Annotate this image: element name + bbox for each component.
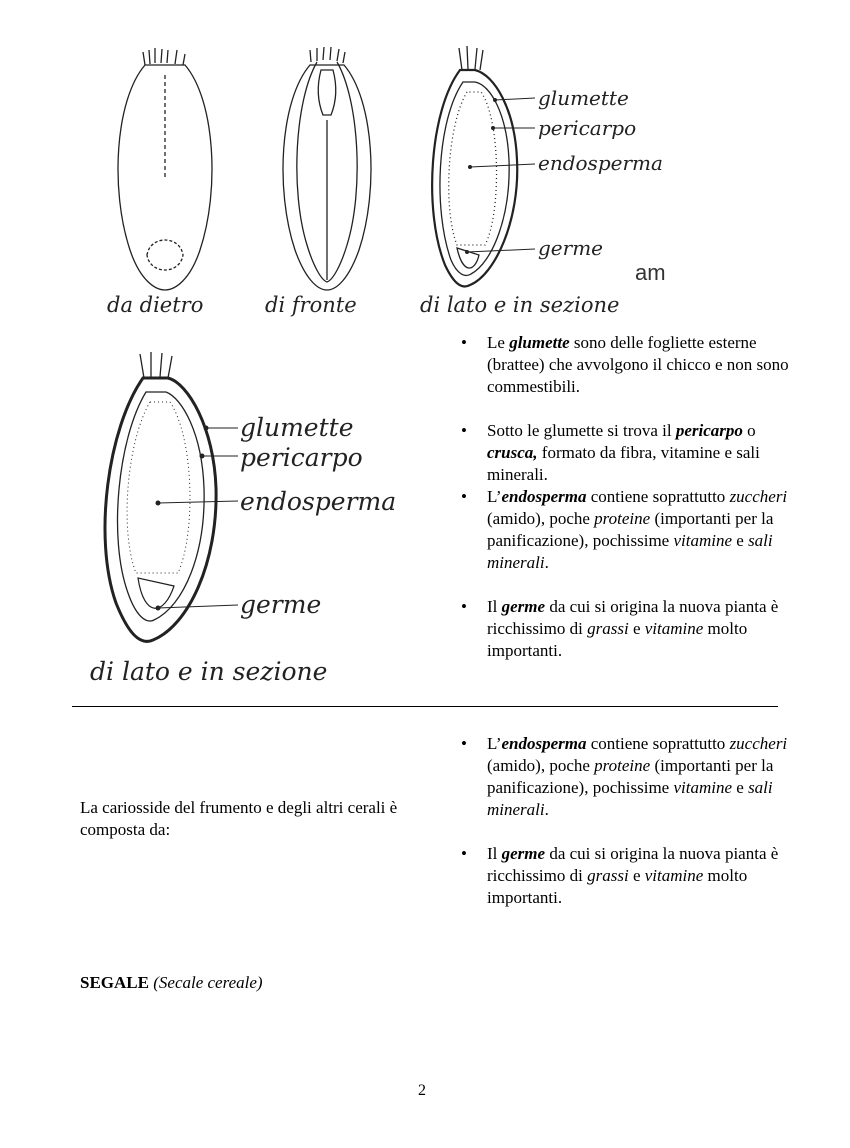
bullet-text-run: contiene soprattutto (586, 487, 730, 506)
bullet-list-bottom (461, 733, 791, 909)
caption-da-dietro: da dietro (107, 293, 204, 317)
bullet-text-run: (importanti per la panificazione), pochissime (487, 756, 774, 797)
kernel-large-section (105, 352, 216, 641)
label-glumette-large: glumette (240, 413, 354, 442)
bullet-text-run: . (544, 800, 549, 819)
bullet-text-run: e (732, 531, 749, 550)
bullet-text-run: vitamine (673, 531, 733, 550)
bullet-text-run: germe (501, 597, 546, 616)
bullet-text-run: Il (487, 844, 502, 863)
bullet-text-run: grassi (587, 866, 629, 885)
bullet-text-run: sali minerali (487, 778, 773, 819)
bullet-text-run: formato da fibra, vitamine e sali minerali. (487, 443, 760, 484)
bullet-list-top (461, 332, 791, 662)
bullet-text-run: (importanti per la panificazione), pochissime (487, 509, 774, 550)
bullet-dot: • (461, 333, 467, 352)
bullet-text-run: Sotto le glumette si trova il (487, 421, 676, 440)
bullet-text-run: da cui si origina la nuova pianta è ricchissimo di (487, 844, 779, 885)
bullet-dot: • (461, 487, 467, 506)
bullet-text-run: molto importanti. (487, 619, 748, 660)
bullet-text-run: germe (501, 844, 546, 863)
bullet-text-run: vitamine (673, 778, 733, 797)
bullet-text-run: proteine (594, 509, 651, 528)
kernel-front-view (283, 47, 371, 290)
page-number: 2 (418, 1082, 426, 1099)
bullet-text-run: zuccheri (729, 734, 788, 753)
bullet-dot: • (461, 421, 467, 440)
bullet-dot: • (461, 844, 467, 863)
cariosside-paragraph: La cariosside del frumento e degli altri cerali è composta da: (80, 798, 398, 839)
bullet-glumette (461, 332, 791, 398)
bullet-text-run: pericarpo (675, 421, 743, 440)
bullet-text-run: vitamine (644, 866, 704, 885)
bullet-text-run: e (628, 866, 645, 885)
label-germe-top: germe (538, 236, 603, 260)
label-glumette-top: glumette (538, 86, 629, 110)
bullet-text-run: glumette (509, 333, 570, 352)
bullet-text-run: endosperma (501, 487, 587, 506)
bullet-text-run: endosperma (501, 734, 587, 753)
bullet-text-run: contiene soprattutto (586, 734, 730, 753)
caption-di-fronte: di fronte (265, 293, 357, 317)
bullet-text-run: sono delle fogliette esterne (brattee) che avvolgono il chicco e non sono commestibili. (487, 333, 789, 396)
bullet-text-run: e (732, 778, 749, 797)
bullet-text-run: proteine (594, 756, 651, 775)
bullet-text-run: da cui si origina la nuova pianta è ricchissimo di (487, 597, 779, 638)
bullet-germe (461, 596, 791, 662)
segale-latin: (Secale cereale) (153, 973, 263, 992)
bullet-text-run: vitamine (644, 619, 704, 638)
bullet-pericarpo (461, 420, 791, 486)
bullet-dot: • (461, 597, 467, 616)
bullet-text-run: (amido), poche (487, 756, 595, 775)
caption-di-lato: di lato e in sezione (420, 293, 620, 317)
caption-large: di lato e in sezione (90, 657, 328, 686)
bullet-text-run: Le (487, 333, 510, 352)
bullet-text-run: o (742, 421, 756, 440)
segale-name: SEGALE (80, 973, 149, 992)
bullet-text-run: . (544, 553, 549, 572)
bullet-text-run: L’ (487, 734, 502, 753)
bullet-endosperma (461, 486, 791, 574)
am-mark: am (635, 260, 666, 285)
kernel-drawing-large (78, 328, 420, 700)
label-pericarpo-large: pericarpo (240, 443, 363, 472)
divider-line (72, 706, 778, 707)
label-endosperma-top: endosperma (538, 151, 663, 175)
bullet-dot: • (461, 734, 467, 753)
bullet-text-run: crusca, (487, 443, 538, 462)
bullet-text-run: grassi (587, 619, 629, 638)
bullet-text-run: sali minerali (487, 531, 773, 572)
label-endosperma-large: endosperma (240, 487, 397, 516)
segale-heading (80, 973, 263, 993)
label-germe-large: germe (240, 590, 322, 619)
bullet-text-run: L’ (487, 487, 502, 506)
bullet-text-run: Il (487, 597, 502, 616)
bullet-text-run: (amido), poche (487, 509, 595, 528)
bullet-text-run: molto importanti. (487, 866, 748, 907)
bullet-text-run: e (628, 619, 645, 638)
kernel-drawings-top (95, 40, 685, 325)
kernel-back-view (118, 48, 212, 290)
bullet-endosperma-2 (461, 733, 791, 821)
label-pericarpo-top: pericarpo (538, 116, 637, 140)
bullet-germe-2 (461, 843, 791, 909)
bullet-text-run: zuccheri (729, 487, 788, 506)
